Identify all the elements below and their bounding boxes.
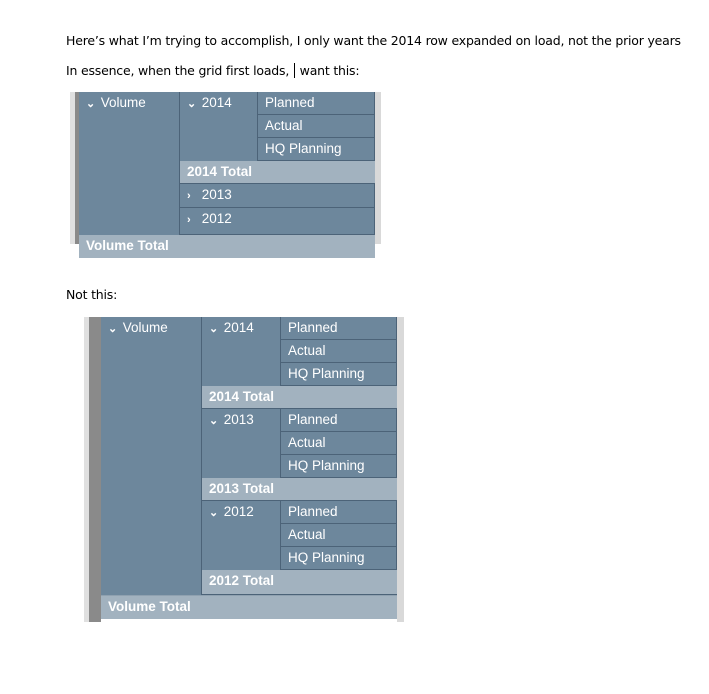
chevron-down-icon[interactable]: ⌄	[187, 98, 197, 110]
volume-header[interactable]	[79, 92, 180, 244]
volume-total-row: Volume Total	[79, 235, 375, 258]
measure-hq-planning: HQ Planning	[281, 363, 397, 386]
measure-hq-planning: HQ Planning	[281, 455, 397, 478]
measure-hq-planning: HQ Planning	[281, 547, 397, 570]
volume-label: Volume	[122, 320, 168, 335]
essence-text	[66, 63, 359, 78]
grid-left-edge-dark	[89, 317, 101, 622]
chevron-down-icon[interactable]: ⌄	[86, 98, 96, 110]
chevron-down-icon[interactable]: ⌄	[209, 323, 219, 335]
year-2014-header[interactable]	[202, 317, 281, 386]
essence-after: want this:	[299, 63, 360, 78]
year-2014-header[interactable]	[180, 92, 258, 161]
year-2013-row[interactable]	[180, 184, 375, 208]
total-2012-row: 2012 Total	[202, 570, 397, 595]
year-2014-label: 2014	[223, 320, 254, 335]
volume-total-row: Volume Total	[101, 595, 397, 619]
year-2012-header[interactable]	[202, 501, 281, 570]
volume-header[interactable]	[101, 317, 202, 595]
chevron-down-icon[interactable]: ⌄	[108, 323, 118, 335]
grid-right-edge	[375, 92, 381, 244]
essence-before: In essence, when the grid first loads,	[66, 63, 290, 78]
intro-text: Here’s what I’m trying to accomplish, I only want the 2014 row expanded on load, not the prior years	[66, 33, 681, 48]
chevron-down-icon[interactable]: ⌄	[209, 415, 219, 427]
year-2012-label: 2012	[223, 504, 254, 519]
chevron-right-icon[interactable]: ›	[187, 214, 191, 226]
measure-actual: Actual	[281, 432, 397, 455]
year-2014-label: 2014	[201, 95, 232, 110]
chevron-right-icon[interactable]: ›	[187, 190, 191, 202]
year-2013-label: 2013	[223, 412, 254, 427]
text-cursor	[294, 63, 295, 78]
measure-planned: Planned	[281, 317, 397, 340]
year-2013-header[interactable]	[202, 409, 281, 478]
measure-planned: Planned	[258, 92, 375, 115]
year-2012-row[interactable]	[180, 208, 375, 235]
measure-hq-planning: HQ Planning	[258, 138, 375, 161]
grid-right-edge	[397, 317, 404, 622]
chevron-down-icon[interactable]: ⌄	[209, 507, 219, 519]
measure-actual: Actual	[281, 340, 397, 363]
total-2013-row: 2013 Total	[202, 478, 397, 501]
desired-grid	[70, 92, 381, 253]
measure-actual: Actual	[258, 115, 375, 138]
volume-label: Volume	[100, 95, 146, 110]
measure-actual: Actual	[281, 524, 397, 547]
total-2014-row: 2014 Total	[180, 161, 375, 184]
measure-planned: Planned	[281, 501, 397, 524]
undesired-grid	[84, 317, 404, 622]
measure-planned: Planned	[281, 409, 397, 432]
not-this-text: Not this:	[66, 287, 118, 302]
year-2013-label: 2013	[201, 187, 232, 202]
total-2014-row: 2014 Total	[202, 386, 397, 409]
year-2012-label: 2012	[201, 211, 232, 226]
